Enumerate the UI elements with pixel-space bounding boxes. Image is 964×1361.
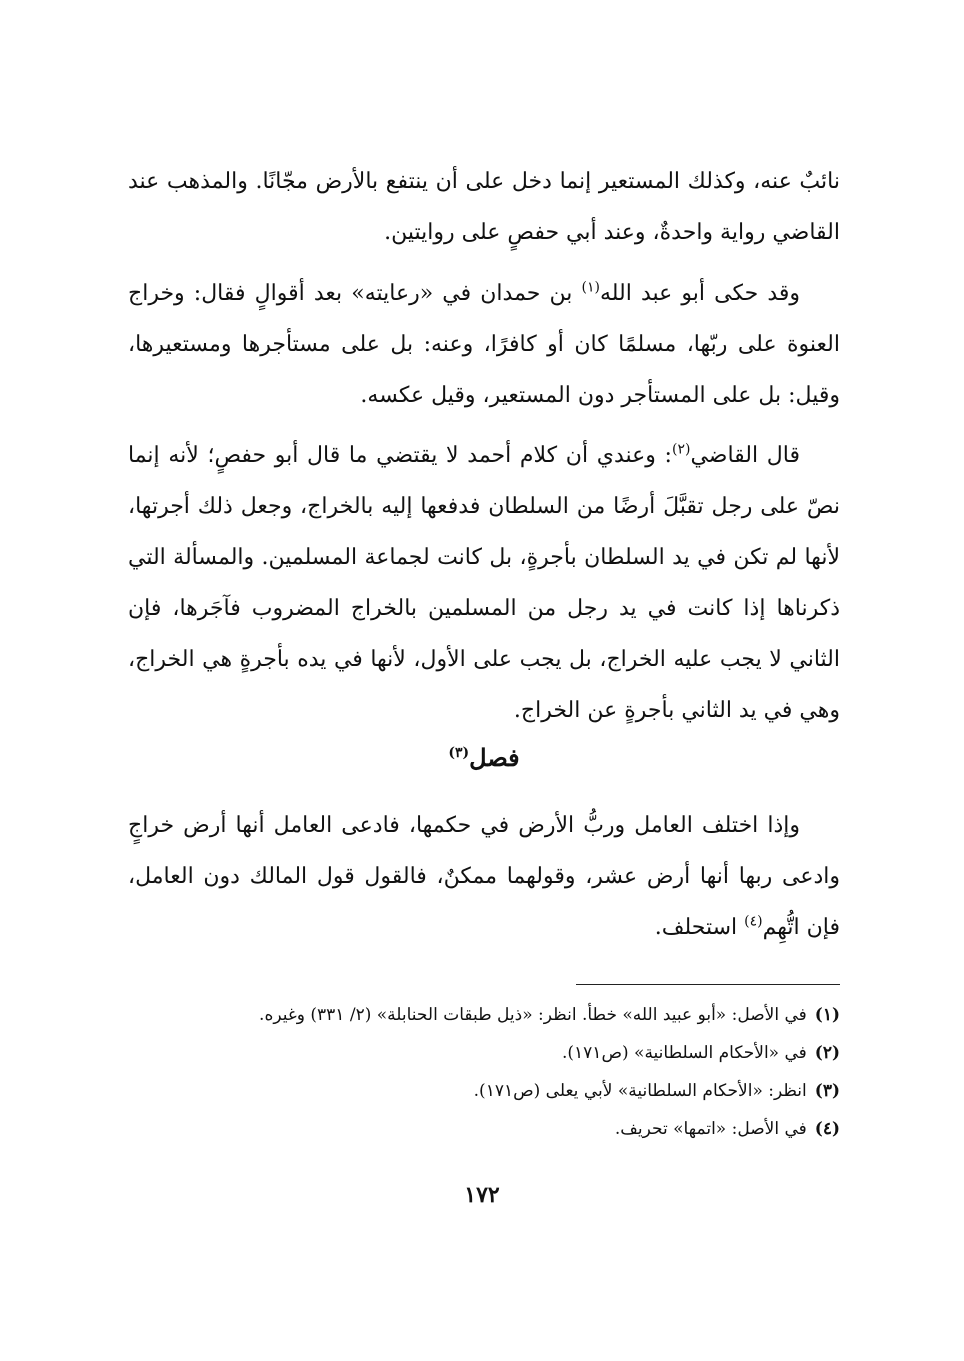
footnote-item	[128, 996, 840, 1034]
footnotes-list	[128, 996, 840, 1148]
footnote-number: (٢)	[814, 1043, 840, 1063]
footnote-text: في الأصل: «اتمها» تحريف.	[614, 1119, 807, 1139]
page-number: ١٧٢	[464, 1182, 500, 1208]
footnote-ref-3: (٣)	[448, 745, 470, 761]
paragraph-4-text	[128, 800, 840, 953]
paragraph-3-start: قال القاضي	[690, 443, 800, 468]
footnote-ref-4: (٤)	[744, 913, 763, 930]
footnote-text: في «الأحكام السلطانية» (ص١٧١).	[562, 1043, 807, 1063]
footnote-ref-1: (١)	[581, 279, 600, 296]
paragraph-4-rest: استحلف.	[654, 915, 745, 940]
paragraph-3-rest: : وعندي أن كلام أحمد لا يقتضي ما قال أبو حفصٍ؛ لأنه إنما نصّ على رجل تقبَّلَ أرضًا من السلطان فدفعها إليه بالخراج، وجعل ذلك أجرتها، لأنها لم تكن في يد السلطان بأجرةٍ، بل كانت لجماعة المسلمين. والمسألة التي ذكرناها إذا كانت في يد رجل من المسلمين بالخراج المضروب فآجَرها، فإن الثاني لا يجب عليه الخراج، بل يجب على الأول، لأنها في يده بأجرةٍ هي الخراج، وهي في يد الثاني بأجرةٍ عن الخراج.	[128, 443, 840, 723]
footnote-text: في الأصل: «أبو عبيد الله» خطأ. انظر: «ذيل طبقات الحنابلة» (٢/ ٣٣١) وغيره.	[259, 1005, 807, 1025]
paragraph-3-text	[128, 430, 840, 736]
footnote-ref-2: (٢)	[671, 441, 691, 458]
section-heading	[128, 738, 840, 778]
paragraph-2	[128, 268, 840, 421]
footnote-number: (١)	[814, 1005, 840, 1025]
paragraph-1	[128, 156, 840, 258]
paragraph-3	[128, 430, 840, 736]
footnote-separator	[576, 984, 840, 985]
paragraph-4-start: وإذا اختلف العامل وربُّ الأرض في حكمها، فادعى العامل أنها أرض خراجٍ وادعى ربها أنها أرض عشر، وقولهما ممكنٌ، فالقول قول المالك دون العامل، فإن اتُّهِم	[128, 813, 840, 940]
paragraph-2-start: وقد حكى أبو عبد الله	[599, 281, 801, 306]
footnote-item	[128, 1072, 840, 1110]
paragraph-1-text: نائبٌ عنه، وكذلك المستعير إنما دخل على أن ينتفع بالأرض مجّانًا. والمذهب عند القاضي رواية واحدةٌ، وعند أبي حفصٍ على روايتين.	[128, 169, 840, 245]
paragraph-4	[128, 800, 840, 953]
paragraph-2-text	[128, 268, 840, 421]
footnote-number: (٤)	[814, 1119, 840, 1139]
section-heading-label: فصل	[469, 743, 520, 772]
paragraph-2-rest: بن حمدان في «رعايته» بعد أقوالٍ فقال: وخراج العنوة على ربّها، مسلمًا كان أو كافرًا، وعنه: بل على مستأجرها ومستعيرها، وقيل: بل على المستأجر دون المستعير، وقيل عكسه.	[128, 281, 840, 408]
footnote-number: (٣)	[814, 1081, 840, 1101]
footnote-item	[128, 1110, 840, 1148]
footnote-item	[128, 1034, 840, 1072]
footnote-text: انظر: «الأحكام السلطانية» لأبي يعلى (ص١٧١).	[473, 1081, 807, 1101]
